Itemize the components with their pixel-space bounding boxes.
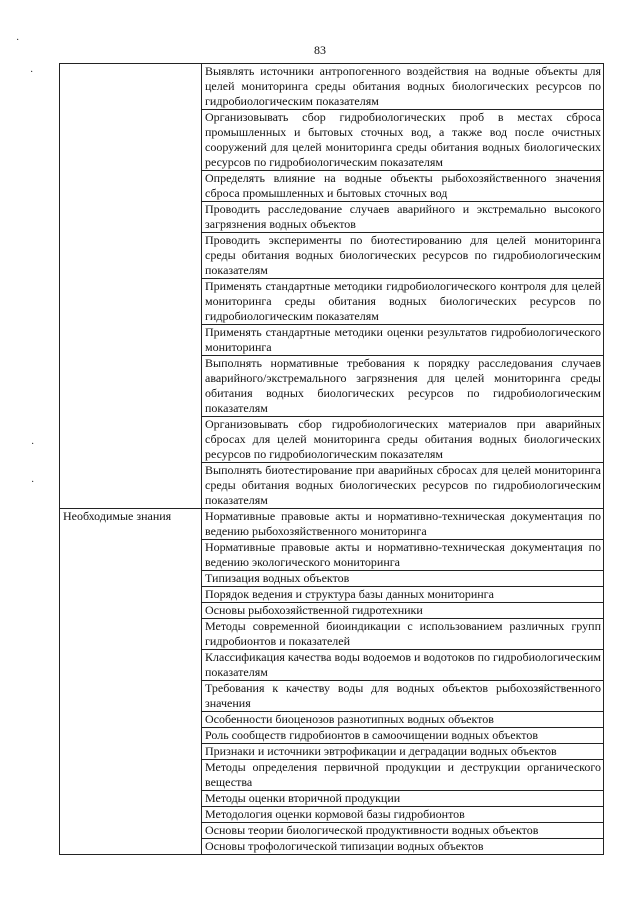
table-cell: Основы трофологической типизации водных объектов (202, 839, 604, 855)
table-row (60, 509, 604, 540)
scan-artifact: · (16, 35, 20, 46)
table-cell: Проводить расследование случаев аварийного и экстремально высокого загрязнения водных объектов (202, 202, 604, 233)
table-cell: Методы определения первичной продукции и деструкции органического вещества (202, 760, 604, 791)
table-cell: Методы современной биоиндикации с использованием различных групп гидробионтов и показателей (202, 619, 604, 650)
knowledge-section-label-cell (60, 509, 202, 855)
table-cell: Роль сообществ гидробионтов в самоочищении водных объектов (202, 728, 604, 744)
table-cell: Требования к качеству воды для водных объектов рыбохозяйственного значения (202, 681, 604, 712)
scan-artifact: · (31, 439, 35, 450)
table-cell: Типизация водных объектов (202, 571, 604, 587)
table-cell: Основы рыбохозяйственной гидротехники (202, 603, 604, 619)
table-cell: Классификация качества воды водоемов и водотоков по гидробиологическим показателям (202, 650, 604, 681)
scan-artifact: · (30, 67, 34, 78)
table-cell: Методология оценки кормовой базы гидробионтов (202, 807, 604, 823)
table-cell: Нормативные правовые акты и нормативно-техническая документация по ведению рыбохозяйственного мониторинга (202, 509, 604, 540)
table-cell: Нормативные правовые акты и нормативно-техническая документация по ведению экологического мониторинга (202, 540, 604, 571)
table-cell: Проводить эксперименты по биотестированию для целей мониторинга среды обитания водных биологических ресурсов по гидробиологическим показателям (202, 233, 604, 279)
table-cell: Выполнять нормативные требования к порядку расследования случаев аварийного/экстремального загрязнения для целей мониторинга среды обитания водных биологических ресурсов по гидробиологическим показателям (202, 356, 604, 417)
knowledge-section-label: Необходимые знания (63, 509, 172, 523)
skills-section-label-cell (60, 64, 202, 509)
table-cell: Признаки и источники эвтрофикации и деградации водных объектов (202, 744, 604, 760)
table-cell: Применять стандартные методики оценки результатов гидробиологического мониторинга (202, 325, 604, 356)
table-cell: Применять стандартные методики гидробиологического контроля для целей мониторинга среды обитания водных биологических ресурсов по гидробиологическим показателям (202, 279, 604, 325)
table-cell: Организовывать сбор гидробиологических проб в местах сброса промышленных и бытовых сточных вод, а также вод после очистных сооружений для целей мониторинга среды обитания водных биологических ресурсов по гидробиологическим показателям (202, 110, 604, 171)
table-cell: Методы оценки вторичной продукции (202, 791, 604, 807)
table-cell: Основы теории биологической продуктивности водных объектов (202, 823, 604, 839)
table-cell: Определять влияние на водные объекты рыбохозяйственного значения сброса промышленных и бытовых сточных вод (202, 171, 604, 202)
table-cell: Порядок ведения и структура базы данных мониторинга (202, 587, 604, 603)
table-row (60, 64, 604, 110)
table-cell: Выявлять источники антропогенного воздействия на водные объекты для целей мониторинга среды обитания водных биологических ресурсов по гидробиологическим показателям (202, 64, 604, 110)
scan-artifact: · (31, 477, 35, 488)
table-cell: Организовывать сбор гидробиологических материалов при аварийных сбросах для целей мониторинга среды обитания водных биологических ресурсов по гидробиологическим показателям (202, 417, 604, 463)
page-number: 83 (314, 43, 326, 57)
skills-table (59, 63, 604, 855)
table-cell: Выполнять биотестирование при аварийных сбросах для целей мониторинга среды обитания водных биологических ресурсов по гидробиологическим показателям (202, 463, 604, 509)
table-cell: Особенности биоценозов разнотипных водных объектов (202, 712, 604, 728)
